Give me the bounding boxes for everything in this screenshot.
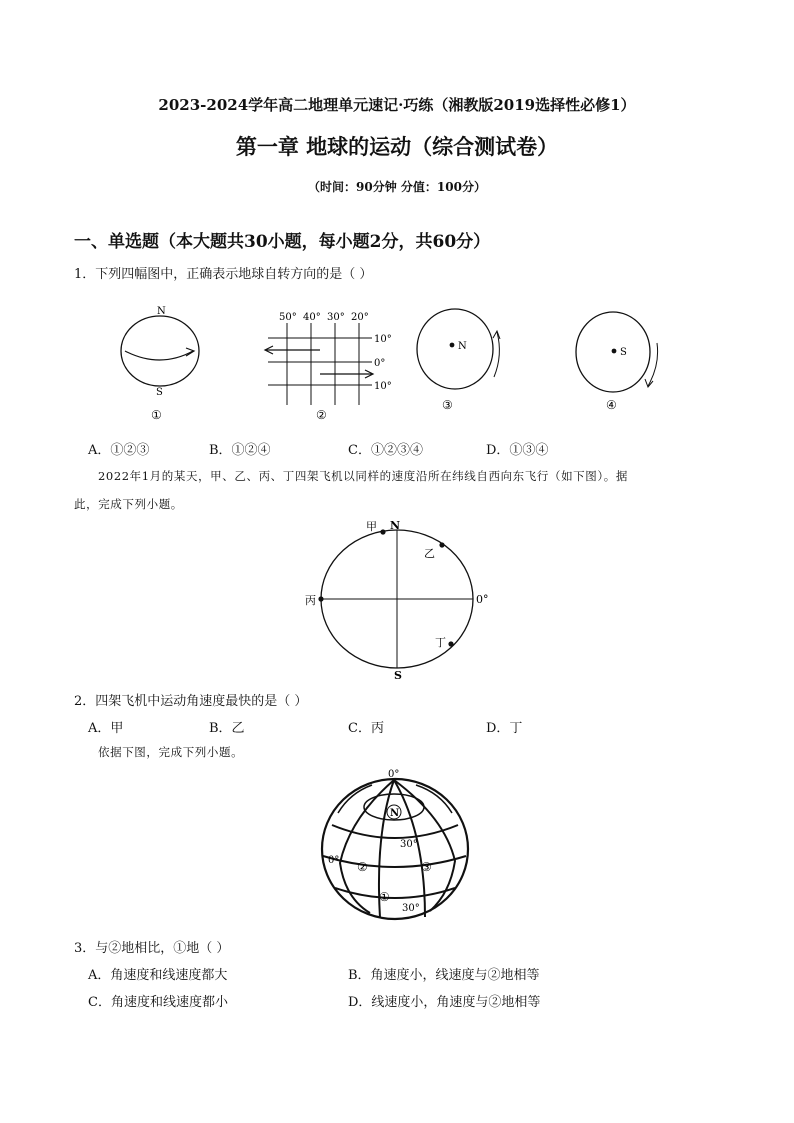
fig2-right-label-1: 10° bbox=[374, 334, 392, 345]
passage-1-line-1: 2022年1月的某天，甲、乙、丙、丁四架飞机以同样的速度沿所在纬线自西向东飞行（如下图）。据 bbox=[98, 469, 628, 483]
label-north: N bbox=[390, 519, 401, 532]
figure-4 bbox=[576, 312, 658, 412]
q1-option-b[interactable]: B．①②④ bbox=[209, 443, 271, 458]
page-title: 第一章 地球的运动（综合测试卷） bbox=[235, 134, 559, 159]
label-south: S bbox=[394, 669, 402, 682]
passage-1-line-2: 此，完成下列小题。 bbox=[74, 497, 183, 511]
q2-option-b[interactable]: B．乙 bbox=[209, 721, 245, 736]
label-lat-30-lower: 30° bbox=[402, 903, 420, 914]
fig1-south-label: S bbox=[156, 387, 163, 398]
fig2-top-label-1: 50° bbox=[279, 312, 297, 323]
fig2-right-label-3: 10° bbox=[374, 381, 392, 392]
label-zero-degree: 0° bbox=[476, 593, 489, 606]
q1-option-d[interactable]: D．①③④ bbox=[486, 443, 549, 458]
fig1-number: ① bbox=[151, 408, 162, 422]
q3-option-d[interactable]: D．线速度小，角速度与②地相等 bbox=[348, 995, 541, 1010]
figure-3 bbox=[417, 309, 500, 412]
label-lat-30-upper: 30° bbox=[400, 839, 418, 850]
time-score-info: （时间：90分钟 分值：100分） bbox=[308, 180, 486, 194]
fig2-top-label-3: 30° bbox=[327, 312, 345, 323]
fig4-number: ④ bbox=[606, 398, 617, 412]
passage-1-globe-figure bbox=[290, 515, 510, 685]
fig3-pole-label: N bbox=[458, 341, 467, 352]
fig4-pole-label: S bbox=[620, 347, 627, 358]
label-left-zero: 0° bbox=[328, 855, 340, 866]
point-3: ③ bbox=[421, 860, 432, 874]
q3-option-c[interactable]: C．角速度和线速度都小 bbox=[88, 995, 228, 1010]
section-title: 一、单选题（本大题共30小题，每小题2分，共60分） bbox=[74, 232, 491, 252]
question-3-stem: 3．与②地相比，①地（ ） bbox=[74, 941, 230, 956]
figure-1 bbox=[121, 306, 199, 422]
question-1-figures bbox=[0, 295, 794, 430]
fig2-number: ② bbox=[316, 408, 327, 422]
label-top-zero: 0° bbox=[388, 769, 400, 780]
q3-option-b[interactable]: B．角速度小，线速度与②地相等 bbox=[348, 968, 540, 983]
fig3-number: ③ bbox=[442, 398, 453, 412]
figure-2 bbox=[265, 323, 373, 405]
label-yi: 乙 bbox=[424, 547, 435, 560]
q3-option-a[interactable]: A．角速度和线速度都大 bbox=[88, 968, 228, 983]
point-2: ② bbox=[357, 860, 368, 874]
label-north-pole: N bbox=[390, 808, 400, 819]
passage-2-text: 依据下图，完成下列小题。 bbox=[98, 745, 244, 759]
q1-option-c[interactable]: C．①②③④ bbox=[348, 443, 423, 458]
label-bing: 丙 bbox=[305, 594, 316, 607]
q2-option-a[interactable]: A．甲 bbox=[88, 721, 124, 736]
fig2-top-label-4: 20° bbox=[351, 312, 369, 323]
passage-2-globe-figure bbox=[310, 763, 490, 928]
question-2-stem: 2．四架飞机中运动角速度最快的是（ ） bbox=[74, 694, 308, 709]
fig2-top-label-2: 40° bbox=[303, 312, 321, 323]
exam-subtitle: 2023-2024学年高二地理单元速记·巧练（湘教版2019选择性必修1） bbox=[158, 96, 636, 114]
q2-option-c[interactable]: C．丙 bbox=[348, 721, 384, 736]
point-1: ① bbox=[379, 890, 390, 904]
q1-option-a[interactable]: A．①②③ bbox=[88, 443, 150, 458]
fig2-right-label-2: 0° bbox=[374, 358, 386, 369]
q2-option-d[interactable]: D．丁 bbox=[486, 721, 523, 736]
label-ding: 丁 bbox=[435, 636, 446, 649]
label-jia: 甲 bbox=[366, 520, 377, 533]
question-1-stem: 1．下列四幅图中，正确表示地球自转方向的是（ ） bbox=[74, 267, 373, 282]
fig1-north-label: N bbox=[157, 306, 166, 317]
